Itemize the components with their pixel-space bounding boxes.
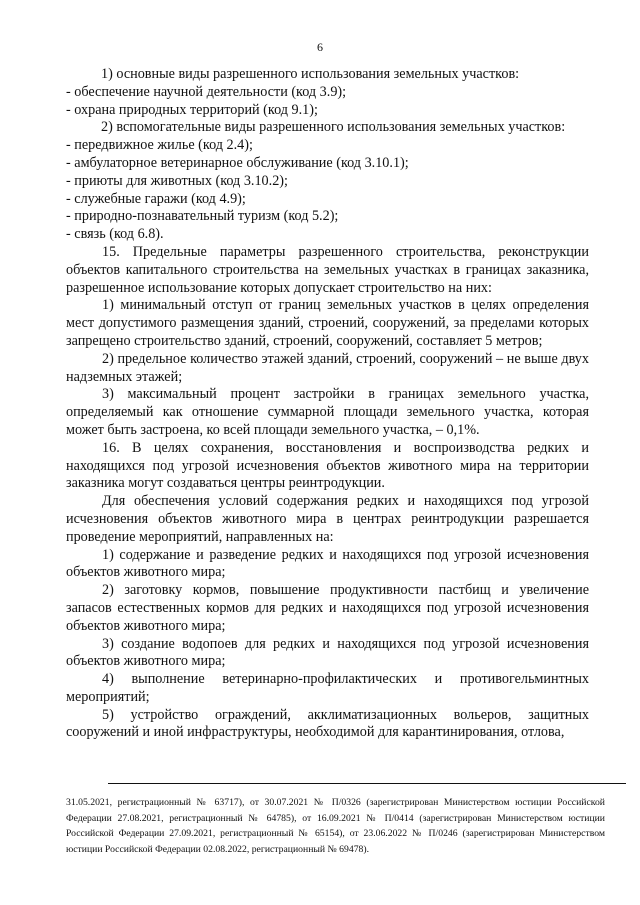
paragraph: - служебные гаражи (код 4.9);	[66, 190, 246, 207]
paragraph: 5) устройство ограждений, акклиматизационных вольеров, защитных сооружений и иной инфраструктуры, необходимой для карантинирования, отлова,	[66, 706, 589, 741]
paragraph: 2) предельное количество этажей зданий, строений, сооружений – не выше двух надземных этажей;	[66, 350, 589, 385]
page-number: 6	[317, 40, 323, 54]
document-body	[66, 66, 589, 742]
paragraph: 3) создание водопоев для редких и находящихся под угрозой исчезновения объектов животного мира;	[66, 635, 589, 670]
footnote-separator	[108, 783, 626, 784]
paragraph: 15. Предельные параметры разрешенного строительства, реконструкции объектов капитального строительства на земельных участках в границах заказника, разрешенное использование которых допускает строительство на них:	[66, 243, 589, 296]
paragraph: - обеспечение научной деятельности (код 3.9);	[66, 83, 347, 100]
paragraph: 16. В целях сохранения, восстановления и воспроизводства редких и находящихся под угрозой исчезновения объектов животного мира на территории заказника могут создаваться центры реинтродукции.	[66, 439, 589, 492]
paragraph: Для обеспечения условий содержания редких и находящихся под угрозой исчезновения объектов животного мира в центрах реинтродукции разрешается проведение мероприятий, направленных на:	[66, 493, 589, 545]
paragraph: 1) основные виды разрешенного использования земельных участков:	[101, 66, 520, 82]
paragraph: 1) минимальный отступ от границ земельных участков в целях определения мест допустимого размещения зданий, строений, сооружений, за пределами которых запрещено строительство зданий, строений, сооружений, составляет 5 метров;	[66, 297, 589, 349]
paragraph: 2) вспомогательные виды разрешенного использования земельных участков:	[101, 119, 566, 136]
paragraph: - амбулаторное ветеринарное обслуживание (код 3.10.1);	[66, 154, 409, 171]
paragraph: 3) максимальный процент застройки в границах земельного участка, определяемый как отношение суммарной площади земельного участка, которая может быть застроена, ко всей площади земельного участка, – 0,1%.	[66, 386, 589, 438]
paragraph: - природно-познавательный туризм (код 5.2);	[66, 208, 339, 225]
paragraph: 1) содержание и разведение редких и находящихся под угрозой исчезновения объектов животного мира;	[66, 546, 589, 581]
paragraph: - связь (код 6.8).	[66, 226, 164, 243]
paragraph: 4) выполнение ветеринарно-профилактических и противогельминтных мероприятий;	[66, 671, 589, 705]
footnote-text: 31.05.2021, регистрационный № 63717), от 30.07.2021 № П/0326 (зарегистрирован Министерством юстиции Российской Федерации 27.08.2021, регистрационный № 64785), от 16.09.2021 № П/0414 (зарегистрирован Министерством юстиции Российской Федерации 27.09.2021, регистрационный № 65154), от 23.06.2022 № П/0246 (зарегистрирован Министерством юстиции Российской Федерации 02.08.2022, регистрационный № 69478).	[66, 797, 605, 855]
paragraph: 2) заготовку кормов, повышение продуктивности пастбищ и увеличение запасов естественных кормов для редких и находящихся под угрозой исчезновения объектов животного мира;	[66, 582, 589, 634]
paragraph: - охрана природных территорий (код 9.1);	[66, 101, 318, 118]
paragraph: - приюты для животных (код 3.10.2);	[66, 172, 288, 189]
paragraph: - передвижное жилье (код 2.4);	[66, 137, 253, 154]
